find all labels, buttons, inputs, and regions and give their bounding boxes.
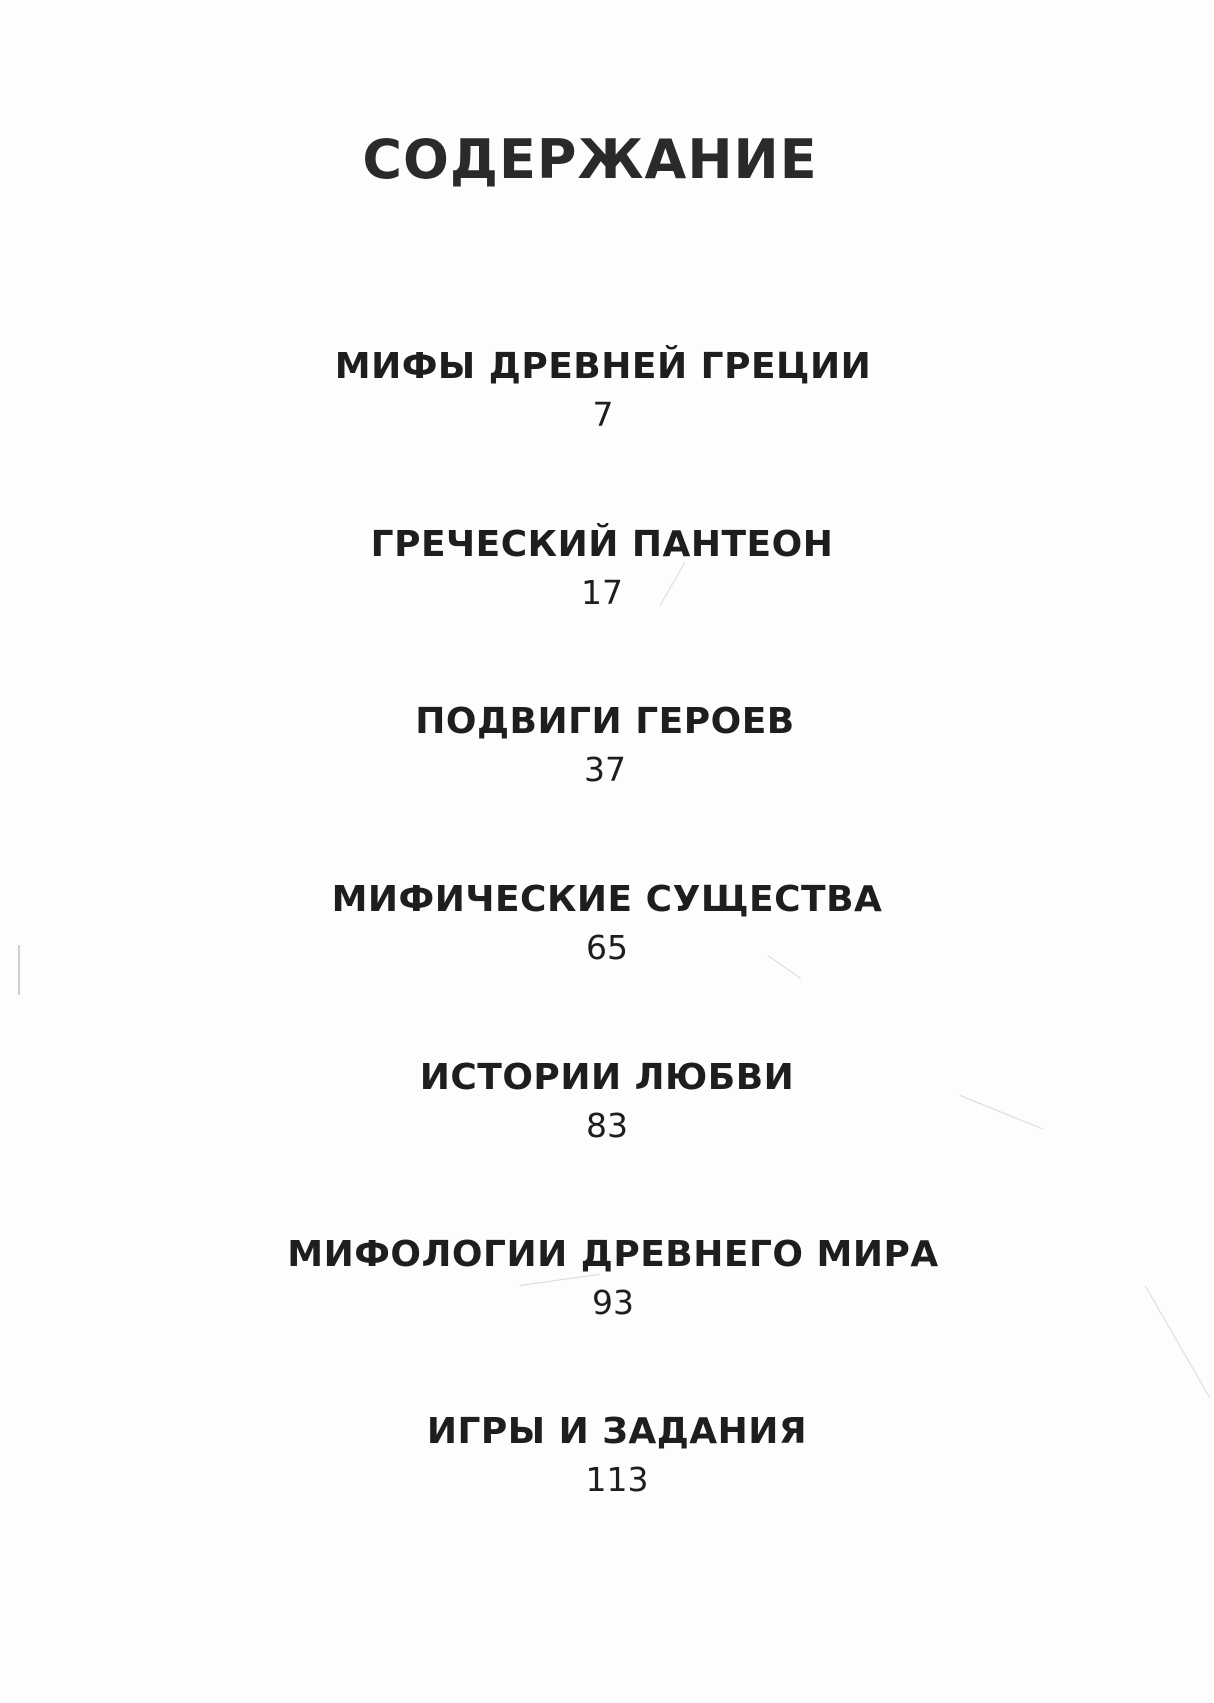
toc-entry[interactable] bbox=[0, 1056, 1214, 1146]
toc-entry-title[interactable]: ПОДВИГИ ГЕРОЕВ bbox=[415, 701, 795, 742]
toc-entry-title[interactable]: ИГРЫ И ЗАДАНИЯ bbox=[426, 1411, 808, 1452]
toc-entry-page: 17 bbox=[581, 573, 623, 612]
toc-entry[interactable] bbox=[0, 345, 1210, 435]
toc-entry-page: 37 bbox=[584, 750, 626, 789]
toc-entry-title[interactable]: МИФЫ ДРЕВНЕЙ ГРЕЦИИ bbox=[334, 346, 872, 387]
toc-entry-title[interactable]: МИФИЧЕСКИЕ СУЩЕСТВА bbox=[331, 879, 883, 920]
toc-entry[interactable] bbox=[10, 1410, 1214, 1500]
toc-entry-title[interactable]: ГРЕЧЕСКИЙ ПАНТЕОН bbox=[370, 524, 834, 565]
toc-entry[interactable] bbox=[0, 523, 1209, 613]
toc-entry-page: 93 bbox=[592, 1283, 634, 1322]
toc-entry[interactable] bbox=[0, 700, 1212, 790]
toc-entry-title[interactable]: МИФОЛОГИИ ДРЕВНЕГО МИРА bbox=[287, 1234, 939, 1275]
toc-entry-page: 83 bbox=[586, 1106, 628, 1145]
toc-entry-page: 7 bbox=[592, 395, 614, 434]
toc-entry[interactable] bbox=[6, 1233, 1214, 1323]
toc-entry-page: 65 bbox=[586, 928, 628, 967]
toc-entry-title[interactable]: ИСТОРИИ ЛЮБВИ bbox=[419, 1057, 795, 1098]
toc-entry[interactable] bbox=[0, 878, 1214, 968]
toc-entry-page: 113 bbox=[585, 1460, 649, 1499]
scan-mark bbox=[18, 945, 20, 995]
page-title: СОДЕРЖАНИЕ bbox=[362, 128, 818, 191]
